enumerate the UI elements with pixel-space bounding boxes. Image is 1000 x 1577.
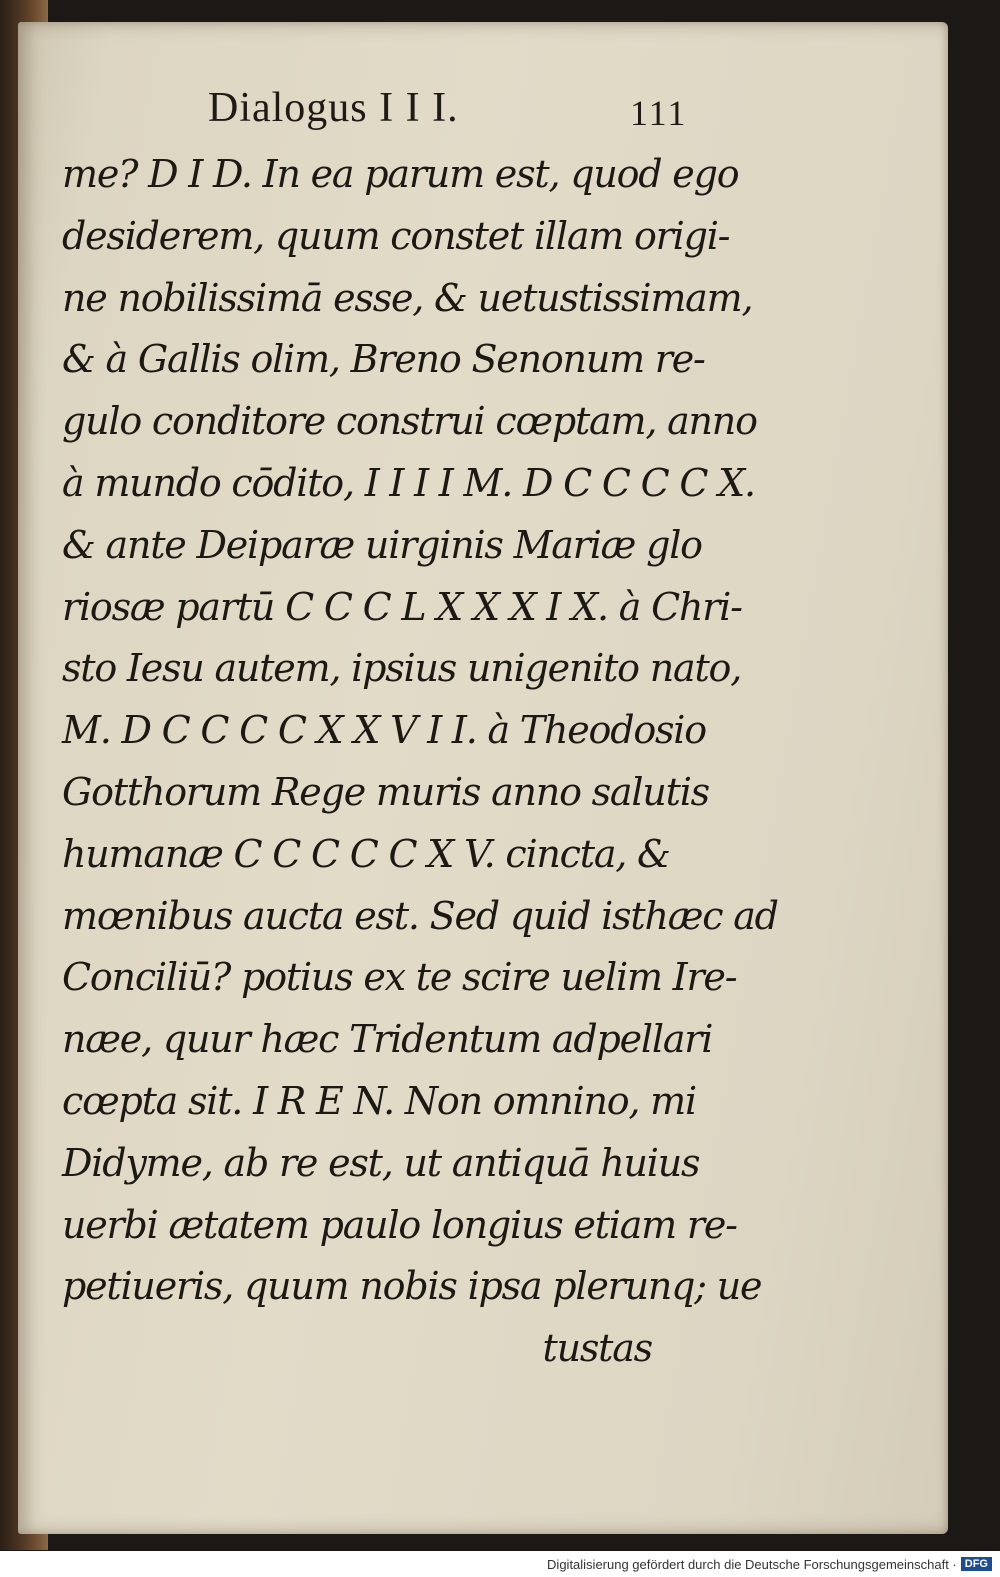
text-line: næe, quur hæc Tridentum adpellari bbox=[62, 1017, 713, 1062]
book-page bbox=[18, 22, 948, 1534]
text-line: ne nobilissimā esse, & uetustissimam, bbox=[62, 275, 753, 320]
text-line: M. D C C C C X X V I I. à Theodosio bbox=[62, 708, 706, 753]
text-line: Gotthorum Rege muris anno salutis bbox=[62, 769, 709, 814]
text-line: uerbi ætatem paulo longius etiam re- bbox=[62, 1202, 737, 1247]
page-number: 111 bbox=[630, 93, 688, 133]
funding-credit: Digitalisierung gefördert durch die Deutsche Forschungsgemeinschaft · bbox=[547, 1556, 957, 1572]
digitization-footer bbox=[0, 1551, 1000, 1577]
text-line: petiueris, quum nobis ipsa plerunq; ue bbox=[62, 1264, 762, 1309]
catchword: tustas bbox=[542, 1326, 652, 1371]
text-line: cœpta sit. I R E N. Non omnino, mi bbox=[62, 1078, 696, 1123]
text-line: mœnibus aucta est. Sed quid isthæc ad bbox=[62, 893, 778, 938]
text-line: me? D I D. In ea parum est, quod ego bbox=[62, 152, 739, 196]
text-line: humanæ C C C C C X V. cincta, & bbox=[62, 831, 670, 876]
text-line: à mundo cōdito, I I I I M. D C C C C X. bbox=[62, 460, 755, 505]
text-line: sto Iesu autem, ipsius unigenito nato, bbox=[62, 646, 742, 691]
text-line: & à Gallis olim, Breno Senonum re- bbox=[62, 337, 705, 382]
text-line: desiderem, quum constet illam origi- bbox=[62, 213, 730, 258]
text-line: gulo conditore construi cœptam, anno bbox=[62, 399, 757, 444]
text-line: & ante Deiparæ uirginis Mariæ glo bbox=[62, 522, 702, 567]
text-line: Didyme, ab re est, ut antiquā huius bbox=[62, 1140, 700, 1185]
text-line: Conciliū? potius ex te scire uelim Ire- bbox=[62, 955, 737, 1000]
text-block bbox=[62, 144, 778, 1380]
dfg-logo: DFG bbox=[961, 1557, 992, 1571]
running-head: Dialogus I I I. bbox=[208, 85, 459, 131]
text-line: riosæ partū C C C L X X X I X. à Chri- bbox=[62, 584, 742, 629]
